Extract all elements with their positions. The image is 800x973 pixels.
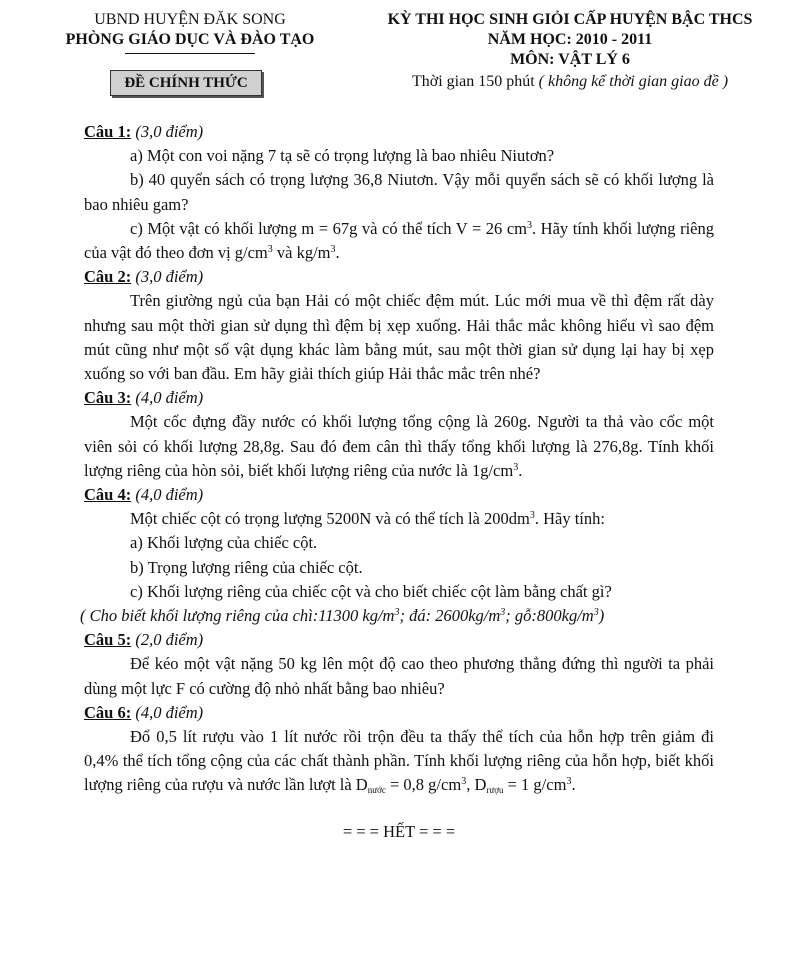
question-5-text: Để kéo một vật nặng 50 kg lên một độ cao theo phương thẳng đứng thì người ta phải dùng một lực F có cường độ nhỏ nhất bằng bao nhiêu?: [84, 654, 714, 698]
question-4b: b) Trọng lượng riêng của chiếc cột.: [130, 557, 363, 577]
exam-title: KỲ THI HỌC SINH GIỎI CẤP HUYỆN BẬC THCS: [387, 11, 753, 28]
question-1b: b) 40 quyển sách có trọng lượng 36,8 Niutơn. Vậy mỗi quyển sách sẽ có khối lượng là bao nhiêu gam?: [84, 170, 714, 214]
question-3-title: Câu 3: (4,0 điểm): [84, 388, 204, 408]
question-4-intro: Một chiếc cột có trọng lượng 5200N và có thể tích là $200dm^3$. Hãy tính:: [130, 509, 605, 529]
question-3-text: Một cốc đựng đầy nước có khối lượng tổng cộng là 260g. Người ta thả vào cốc một viên sỏi có khối lượng 28,8g. Sau đó đem cân thì thấy tổng khối lượng là 276,8g. Tính khối lượng riêng của hòn sỏi, biết khối lượng riêng của nước là $1g/cm^3$.: [84, 412, 714, 480]
question-1c: c) Một vật có khối lượng m = 67g và có thể tích V = 26 $cm^3$. Hãy tính khối lượng riêng của vật đó theo đơn vị $g/cm^3$ và $kg/m^3$.: [84, 218, 714, 263]
official-badge: ĐỀ CHÍNH THỨC: [110, 70, 262, 96]
time-limit: Thời gian 150 phút ( không kể thời gian giao đề ): [411, 73, 729, 90]
question-6-text: Đổ 0,5 lít rượu vào 1 lít nước rồi trộn đều ta thấy thể tích của hỗn hợp trên giảm đi 0,4% thể tích tổng cộng của các chất thành phần. Tính khối lượng riêng của hỗn hợp, biết khối lượng riêng của rượu và nước lần lượt là $D_{nước} = 0,8$ $g/cm^3$, $D_{rượu} = 1$ $g/cm^3$.: [84, 727, 714, 796]
question-4-note: ( Cho biết khối lượng riêng của chì:11300 $kg/m^3$; đá: $2600kg/m^3$; $gỗ:800kg/m^3$): [80, 606, 605, 626]
question-1a: a) Một con voi nặng 7 tạ sẽ có trọng lượng là bao nhiêu Niutơn?: [130, 146, 555, 166]
header-divider: [125, 53, 255, 54]
end-marker: = = = HẾT = = =: [342, 821, 456, 841]
exam-content: [80, 120, 714, 844]
header-left: [40, 10, 340, 54]
question-6-title: Câu 6: (4,0 điểm): [84, 702, 204, 722]
question-4a: a) Khối lượng của chiếc cột.: [130, 533, 318, 553]
question-2-title: Câu 2: (3,0 điểm): [84, 267, 204, 287]
school-year: NĂM HỌC: 2010 - 2011: [487, 31, 653, 48]
question-2-text: Trên giường ngủ của bạn Hải có một chiếc đệm mút. Lúc mới mua về thì đệm rất dày nhưng sau một thời gian sử dụng thì đệm bị xẹp xuống. Hải thắc mắc không hiểu vì sao đệm mút cũng như một số vật dụng khác làm bằng mút, sau một thời gian sử dụng lại hay bị xẹp xuống so với ban đầu. Em hãy giải thích giúp Hải thắc mắc trên nhé?: [84, 291, 714, 384]
question-1-title: Câu 1: (3,0 điểm): [84, 122, 204, 141]
header-right: [360, 10, 780, 92]
question-4-title: Câu 4: (4,0 điểm): [84, 485, 204, 505]
subject: MÔN: VẬT LÝ 6: [510, 51, 630, 68]
department-name: PHÒNG GIÁO DỤC VÀ ĐÀO TẠO: [65, 31, 315, 48]
district-name: UBND HUYỆN ĐĂK SONG: [94, 11, 286, 28]
question-5-title: Câu 5: (2,0 điểm): [84, 630, 204, 650]
question-4c: c) Khối lượng riêng của chiếc cột và cho biết chiếc cột làm bằng chất gì?: [130, 581, 612, 601]
